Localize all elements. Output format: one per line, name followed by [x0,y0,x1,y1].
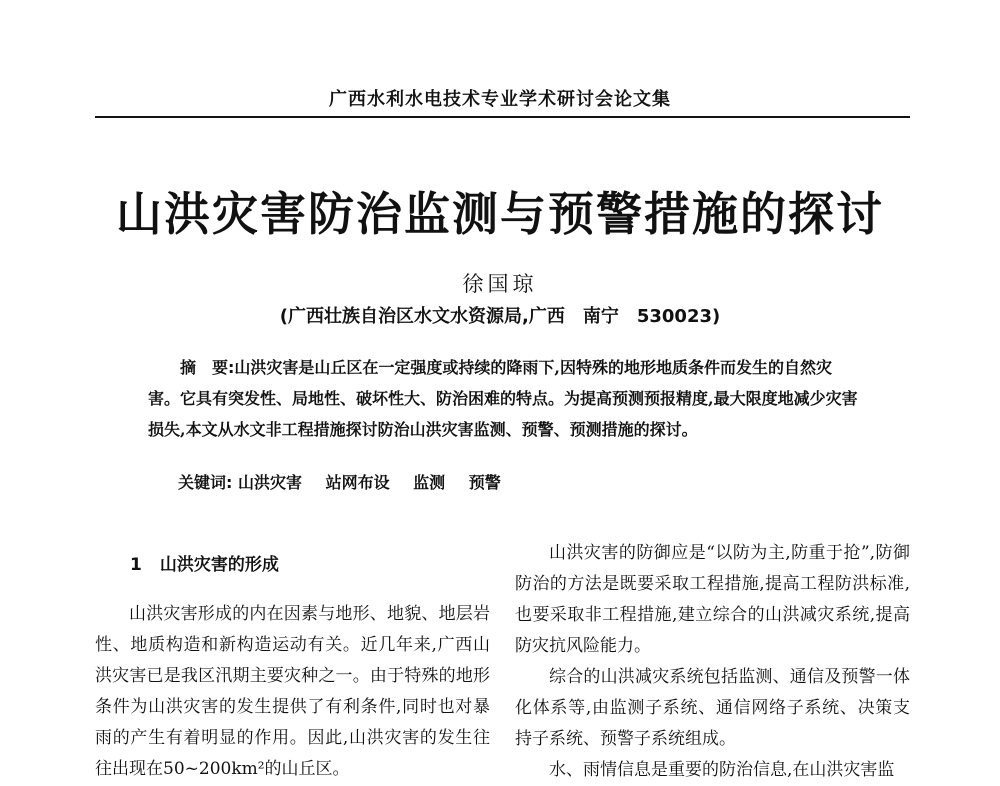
author-name: 徐国琼 [462,272,538,296]
body-column-right [515,538,910,786]
keywords-label: 关键词: [178,473,233,492]
author-affiliation: (广西壮族自治区水文水资源局,广西 南宁 530023) [279,306,721,327]
header-rule [95,116,910,118]
body-paragraph: 山洪灾害的防御应是“以防为主,防重于抢”,防御防治的方法是既要采取工程措施,提高工程防洪标准,也要采取非工程措施,建立综合的山洪减灾系统,提高防灾抗风险能力。 [515,543,910,656]
keyword: 站网布设 [325,473,390,492]
section-heading [95,550,490,581]
journal-header: 广西水利水电技术专业学术研讨会论文集 [329,89,671,110]
abstract-label: 摘 要: [180,358,235,377]
body-paragraph: 综合的山洪减灾系统包括监测、通信及预警一体化体系等,由监测子系统、通信网络子系统、决策支持子系统、预警子系统组成。 [515,667,910,749]
keywords [178,470,878,493]
section-number: 1 [130,555,142,575]
keyword: 山洪灾害 [237,473,302,492]
abstract-text: 山洪灾害是山丘区在一定强度或持续的降雨下,因特殊的地形地质条件而发生的自然灾害。它具有突发性、局地性、破坏性大、防治困难的特点。为提高预测预报精度,最大限度地减少灾害损失,本文从水文非工程措施探讨防治山洪灾害监测、预警、预测措施的探讨。 [148,358,858,439]
article-title: 山洪灾害防治监测与预警措施的探讨 [116,187,884,241]
section-title: 山洪灾害的形成 [159,555,279,575]
abstract [148,352,858,445]
body-column-left [95,538,490,785]
keyword: 预警 [468,473,501,492]
body-paragraph: 水、雨情信息是重要的防治信息,在山洪灾害监 [549,760,895,780]
body-paragraph: 山洪灾害形成的内在因素与地形、地貌、地层岩性、地质构造和新构造运动有关。近几年来,广西山洪灾害已是我区汛期主要灾种之一。由于特殊的地形条件为山洪灾害的发生提供了有利条件,同时也对暴雨的产生有着明显的作用。因此,山洪灾害的发生往往出现在50~200km²的山丘区。 [95,604,490,779]
keyword: 监测 [413,473,446,492]
